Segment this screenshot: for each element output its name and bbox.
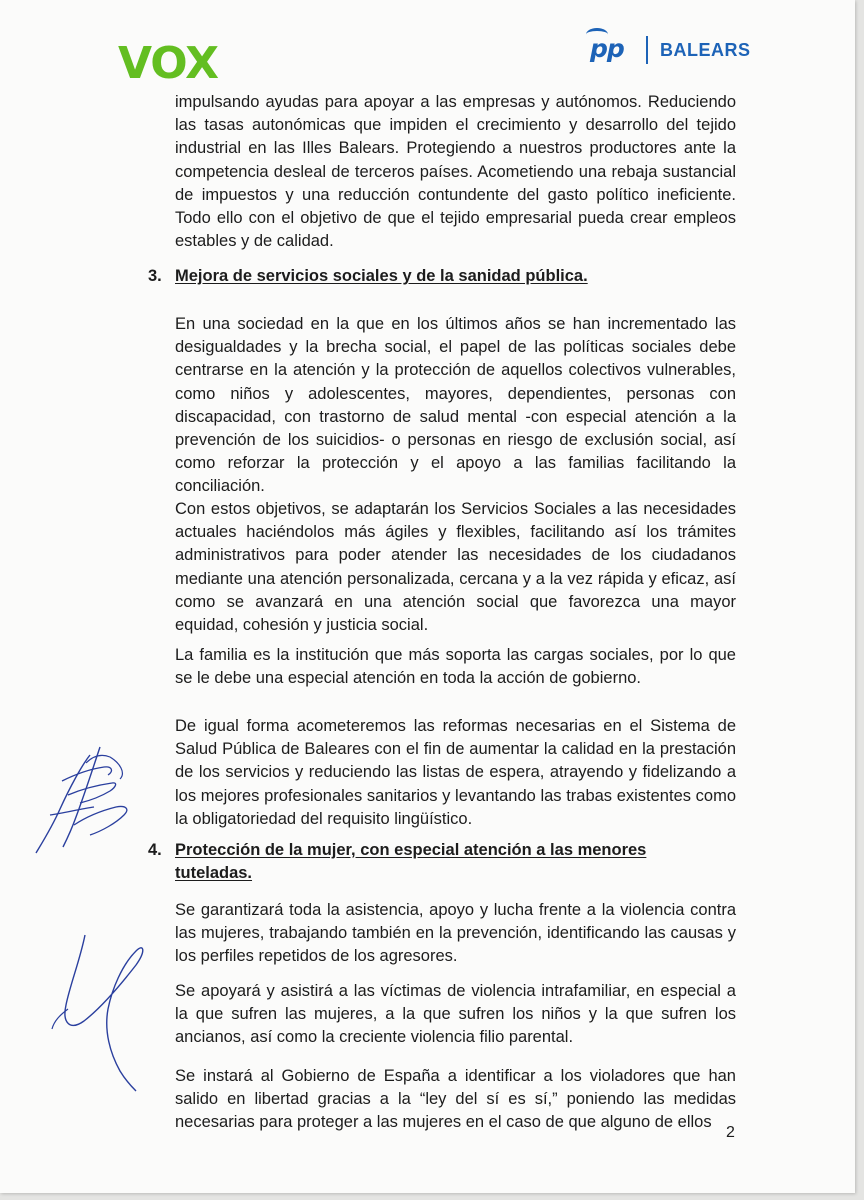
intro-paragraph: impulsando ayudas para apoyar a las empresas y autónomos. Reduciendo las tasas autonómicas que impiden el crecimiento y desarrollo del tejido industrial en las Illes Balears. Protegiendo a nuestros productores ante la competencia desleal de terceros países. Acometiendo una rebaja sustancial de impuestos y una reducción contundente del gasto político ineficiente. Todo ello con el objetivo de que el tejido empresarial pueda crear empleos estables y de calidad.	[175, 93, 736, 251]
section-3-number: 3.	[148, 267, 162, 285]
handwritten-signature-2	[40, 905, 160, 1095]
section-4-paragraph-1: Se garantizará toda la asistencia, apoyo y lucha frente a la violencia contra las mujeres, trabajando también en la prevención, identificando las causas y los perfiles repetidos de los agresores.	[175, 901, 736, 966]
section-4-title: Protección de la mujer, con especial atención a las menores tuteladas.	[175, 841, 647, 882]
section-3-title: Mejora de servicios sociales y de la sanidad pública.	[175, 267, 588, 285]
page-number: 2	[726, 1124, 735, 1141]
pp-logo-mark: pp	[590, 34, 624, 63]
section-4-paragraph-2: Se apoyará y asistirá a las víctimas de violencia intrafamiliar, en especial a la que sufren las mujeres, a la que sufren los niños y la que sufren los ancianos, así como la creciente violencia filio parental.	[175, 982, 736, 1047]
section-3-paragraph-2: Con estos objetivos, se adaptarán los Servicios Sociales a las necesidades actuales haciéndolos más ágiles y flexibles, facilitando así los trámites administrativos para poder atender las necesidades de los ciudadanos mediante una atención personalizada, cercana y a la vez rápida y eficaz, así como se avanzará en una atención social que favorezca una mayor equidad, cohesión y justicia social.	[175, 500, 736, 635]
logo-divider	[646, 36, 648, 64]
section-3-paragraph-3: La familia es la institución que más soporta las cargas sociales, por lo que se le debe una especial atención en toda la acción de gobierno.	[175, 646, 736, 688]
vox-logo: VOX	[118, 38, 219, 89]
section-4-number: 4.	[148, 841, 162, 859]
section-4-paragraph-3: Se instará al Gobierno de España a identificar a los violadores que han salido en libertad gracias a la “ley del sí es sí,” poniendo las medidas necesarias para proteger a las mujeres en el caso de que alguno de ellos	[175, 1067, 736, 1132]
pp-balears-logo	[590, 32, 760, 72]
pp-logo-region: BALEARS	[660, 40, 751, 60]
section-3-paragraph-4: De igual forma acometeremos las reformas necesarias en el Sistema de Salud Pública de Baleares con el fin de aumentar la calidad en la prestación de los servicios y reduciendo las listas de espera, atrayendo y fidelizando a los mejores profesionales sanitarios y levantando las trabas existentes como la obligatoriedad del requisito lingüístico.	[175, 717, 736, 828]
section-3-paragraph-1: En una sociedad en la que en los últimos años se han incrementado las desigualdades y la brecha social, el papel de las políticas sociales debe centrarse en la atención y la protección de aquellos colectivos vulnerables, como niños y adolescentes, mayores, dependientes, personas con discapacidad, con trastorno de salud mental -con especial atención a la prevención de los suicidios- o personas en riesgo de exclusión social, así como reforzar la protección y el apoyo a las familias facilitando la conciliación.	[175, 315, 736, 496]
handwritten-signature-1	[30, 735, 140, 860]
